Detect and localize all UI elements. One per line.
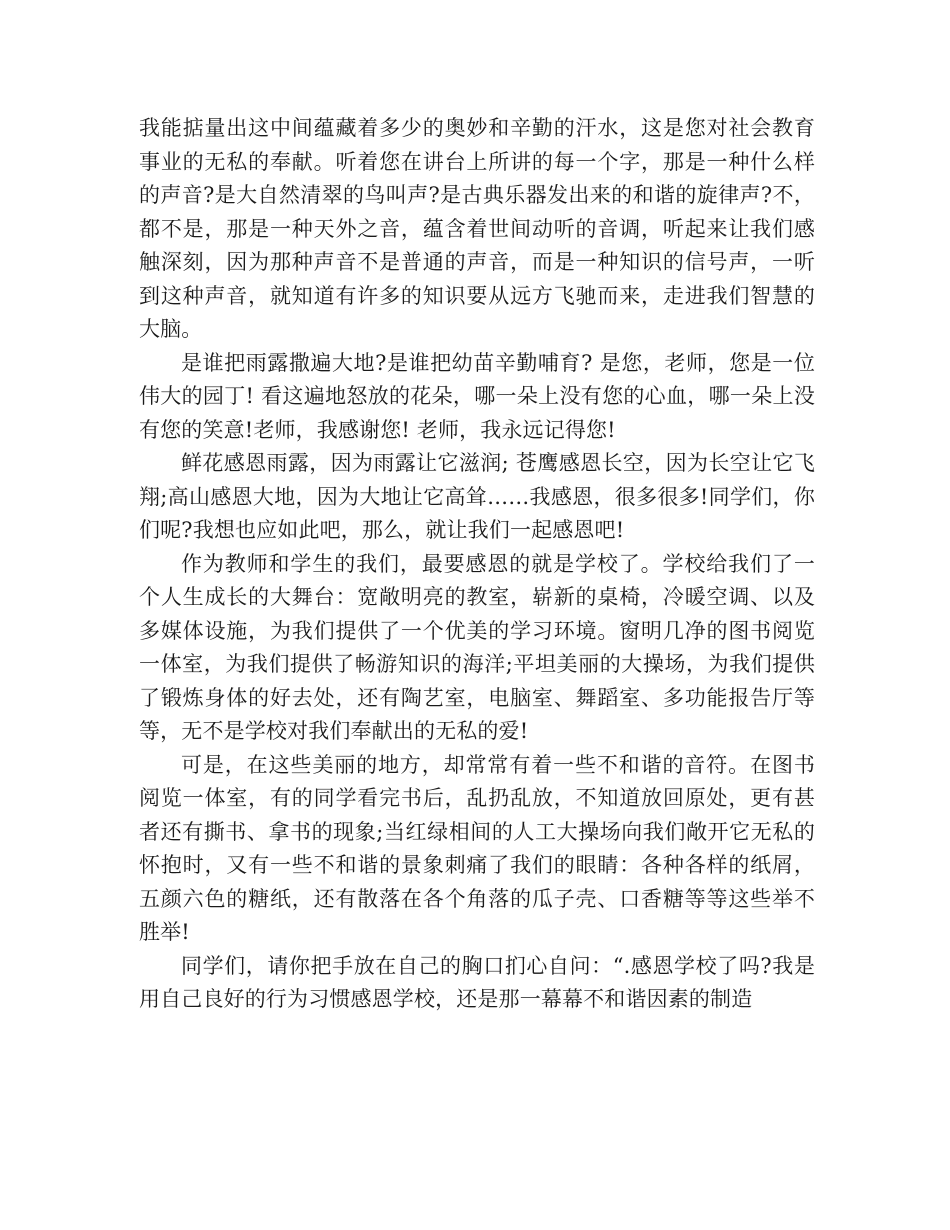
paragraph-6: 同学们，请你把手放在自己的胸口扪心自问：“.感恩学校了吗?我是用自己良好的行为习惯感恩学校，还是那一幕幕不和谐因素的制造: [139, 953, 815, 1011]
paragraph-3: 鲜花感恩雨露，因为雨露让它滋润; 苍鹰感恩长空，因为长空让它飞翔;高山感恩大地，因为大地让它高耸……我感恩，很多很多!同学们，你们呢?我想也应如此吧，那么，就让我们一起感恩吧!: [139, 451, 815, 542]
paragraph-1: 我能掂量出这中间蕴藏着多少的奥妙和辛勤的汗水，这是您对社会教育事业的无私的奉献。听着您在讲台上所讲的每一个字，那是一种什么样的声音?是大自然清翠的鸟叫声?是古典乐器发出来的和谐的旋律声?不，都不是，那是一种天外之音，蕴含着世间动听的音调，听起来让我们感触深刻，因为那种声音不是普通的声音，而是一种知识的信号声，一听到这种声音，就知道有许多的知识要从远方飞驰而来，走进我们智慧的大脑。: [139, 116, 815, 341]
document-body: [139, 112, 815, 1017]
paragraph-5: 可是，在这些美丽的地方，却常常有着一些不和谐的音符。在图书阅览一体室，有的同学看完书后，乱扔乱放，不知道放回原处，更有甚者还有撕书、拿书的现象;当红绿相间的人工大操场向我们敞开它无私的怀抱时，又有一些不和谐的景象刺痛了我们的眼睛：各种各样的纸屑，五颜六色的糖纸，还有散落在各个角落的瓜子壳、口香糖等等这些举不胜举!: [139, 752, 815, 944]
paragraph-4: 作为教师和学生的我们，最要感恩的就是学校了。学校给我们了一个人生成长的大舞台：宽敞明亮的教室，崭新的桌椅，冷暖空调、以及多媒体设施，为我们提供了一个优美的学习环境。窗明几净的图书阅览一体室，为我们提供了畅游知识的海洋;平坦美丽的大操场，为我们提供了锻炼身体的好去处，还有陶艺室，电脑室、舞蹈室、多功能报告厅等等，无不是学校对我们奉献出的无私的爱!: [139, 551, 815, 743]
paragraph-2: 是谁把雨露撒遍大地?是谁把幼苗辛勤哺育? 是您，老师，您是一位伟大的园丁! 看这遍地怒放的花朵，哪一朵上没有您的心血，哪一朵上没有您的笑意!老师，我感谢您! 老师，我永远记得您!: [139, 350, 815, 442]
